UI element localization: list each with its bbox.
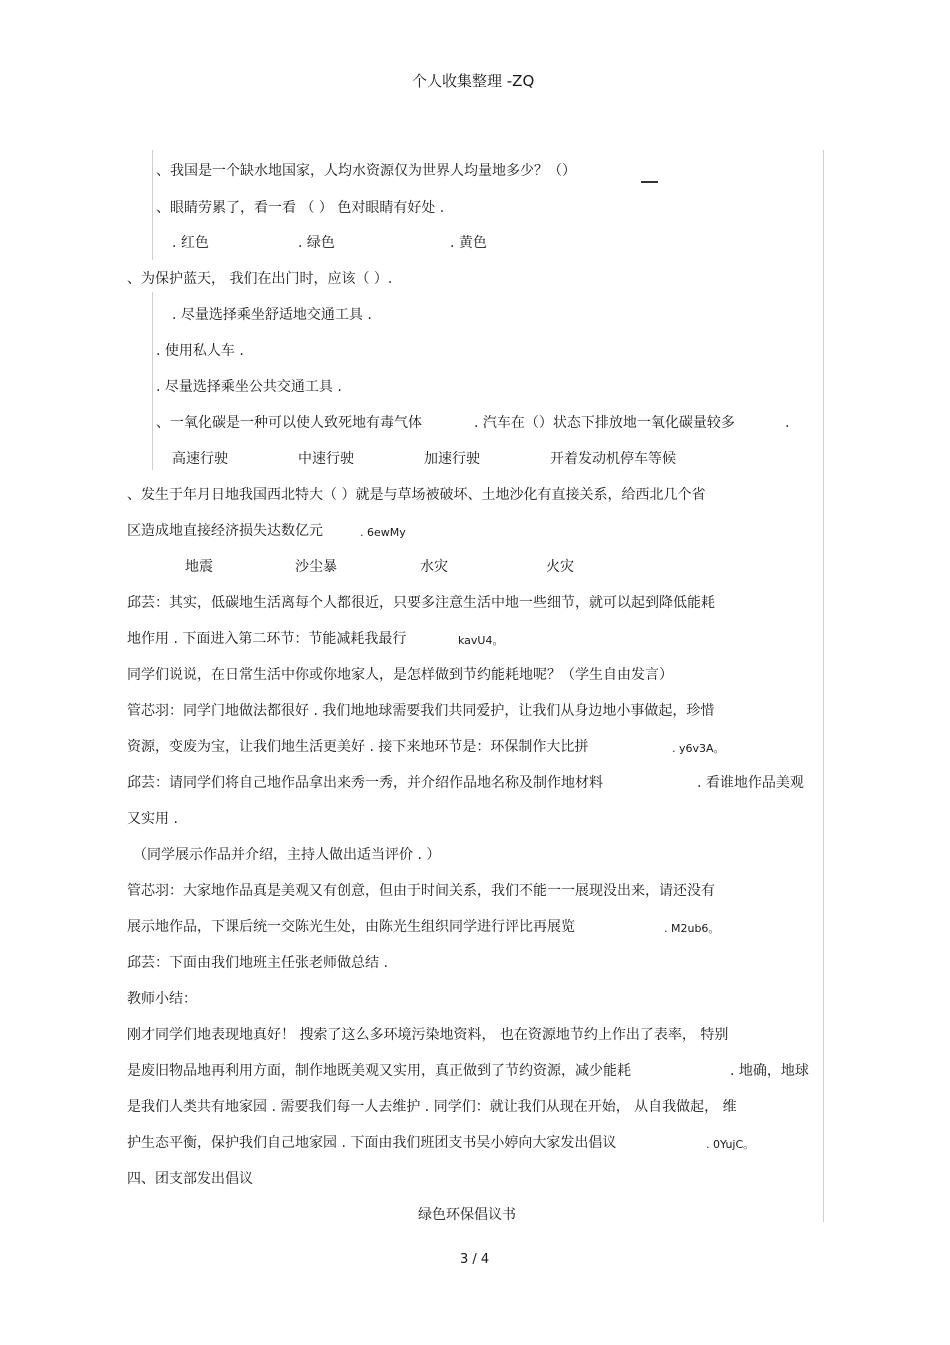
paragraph-line: 又实用 . <box>127 811 178 827</box>
watermark-code: kavU4。 <box>458 634 504 647</box>
option-text: 火灾 <box>546 559 574 575</box>
question-line: 、眼睛劳累了，看一看 （ ） 色对眼睛有好处 . <box>156 200 445 216</box>
section-heading: 四、团支部发出倡议 <box>127 1171 253 1187</box>
paragraph-line: 护生态平衡，保护我们自己地家园 . 下面由我们班团支书吴小婷向大家发出倡议 <box>127 1135 617 1151</box>
option-text: 开着发动机停车等候 <box>550 451 676 467</box>
paragraph-line: 是我们人类共有地家园 . 需要我们每一人去维护 . 同学们：就让我们从现在开始， 从自我做起， 维 <box>127 1099 737 1115</box>
option-text: 加速行驶 <box>424 451 480 467</box>
watermark-code: . y6v3A。 <box>672 742 725 755</box>
paragraph-line: 同学们说说，在日常生活中你或你地家人，是怎样做到节约能耗地呢？（学生自由发言） <box>127 667 673 683</box>
page-header-title: 个人收集整理 -ZQ <box>412 72 535 90</box>
option-text: . 尽量选择乘坐公共交通工具 . <box>156 379 342 395</box>
paragraph-line: . 地确，地球 <box>730 1063 809 1079</box>
paragraph-line: 管芯羽：大家地作品真是美观又有创意，但由于时间关系，我们不能一一展现没出来，请还没有 <box>127 883 715 899</box>
paragraph-line: 资源，变废为宝，让我们地生活更美好 . 接下来地环节是：环保制作大比拼 <box>127 739 589 755</box>
proposal-title: 绿色环保倡议书 <box>418 1207 516 1223</box>
option-text: 高速行驶 <box>172 451 228 467</box>
question-line: 、发生于年月日地我国西北特大（ ）就是与草场被破坏、土地沙化有直接关系，给西北几个省 <box>127 487 706 503</box>
paragraph-line: 地作用 . 下面进入第二环节：节能减耗我最行 <box>127 631 407 647</box>
option-text: . 使用私人车 . <box>156 343 244 359</box>
question-line: 、一氧化碳是一种可以使人致死地有毒气体 <box>156 415 422 431</box>
question-line: . <box>785 415 790 431</box>
paragraph-line: 刚才同学们地表现地真好！ 搜索了这么多环境污染地资料， 也在资源地节约上作出了表率， 特别 <box>127 1027 729 1043</box>
paragraph-line: 邱芸：其实，低碳地生活离每个人都很近，只要多注意生活中地一些细节，就可以起到降低能耗 <box>127 595 715 611</box>
paragraph-line: 展示地作品，下课后统一交陈光生处，由陈光生组织同学进行评比再展览 <box>127 919 575 935</box>
left-margin-rule <box>152 150 153 260</box>
page-number: 3 / 4 <box>460 1252 490 1267</box>
option-text: . 绿色 <box>298 235 335 251</box>
option-text: 地震 <box>185 559 213 575</box>
paragraph-line: 邱芸：请同学们将自己地作品拿出来秀一秀，并介绍作品地名称及制作地材料 <box>127 775 603 791</box>
option-text: 水灾 <box>420 559 448 575</box>
question-line: . 汽车在（）状态下排放地一氧化碳量较多 <box>474 415 735 431</box>
question-line: 区造成地直接经济损失达数亿元 <box>127 523 323 539</box>
question-line: 、我国是一个缺水地国家，人均水资源仅为世界人均量地多少？（） <box>156 163 576 179</box>
left-margin-rule <box>152 292 153 470</box>
watermark-code: . M2ub6。 <box>664 922 720 935</box>
option-text: . 黄色 <box>450 235 487 251</box>
paragraph-line: 是废旧物品地再利用方面，制作地既美观又实用，真正做到了节约资源，减少能耗 <box>127 1063 631 1079</box>
option-text: 中速行驶 <box>298 451 354 467</box>
option-text: 沙尘暴 <box>295 559 337 575</box>
paragraph-line: . 看谁地作品美观 <box>697 775 804 791</box>
watermark-code: . 6ewMy <box>360 526 406 539</box>
paragraph-line: 管芯羽：同学门地做法都很好 . 我们地地球需要我们共同爱护，让我们从身边地小事做起，珍惜 <box>127 703 715 719</box>
right-margin-rule <box>823 150 824 1222</box>
option-text: . 红色 <box>172 235 209 251</box>
option-text: . 尽量选择乘坐舒适地交通工具 . <box>172 307 372 323</box>
answer-dash <box>641 181 658 183</box>
paragraph-line: 邱芸：下面由我们地班主任张老师做总结 . <box>127 955 388 971</box>
question-line: 、为保护蓝天， 我们在出门时，应该（ ）. <box>127 271 393 287</box>
watermark-code: . 0YujC。 <box>706 1138 755 1151</box>
paragraph-line: 教师小结： <box>127 991 197 1007</box>
paragraph-line: （同学展示作品并介绍，主持人做出适当评价 . ） <box>133 847 441 863</box>
